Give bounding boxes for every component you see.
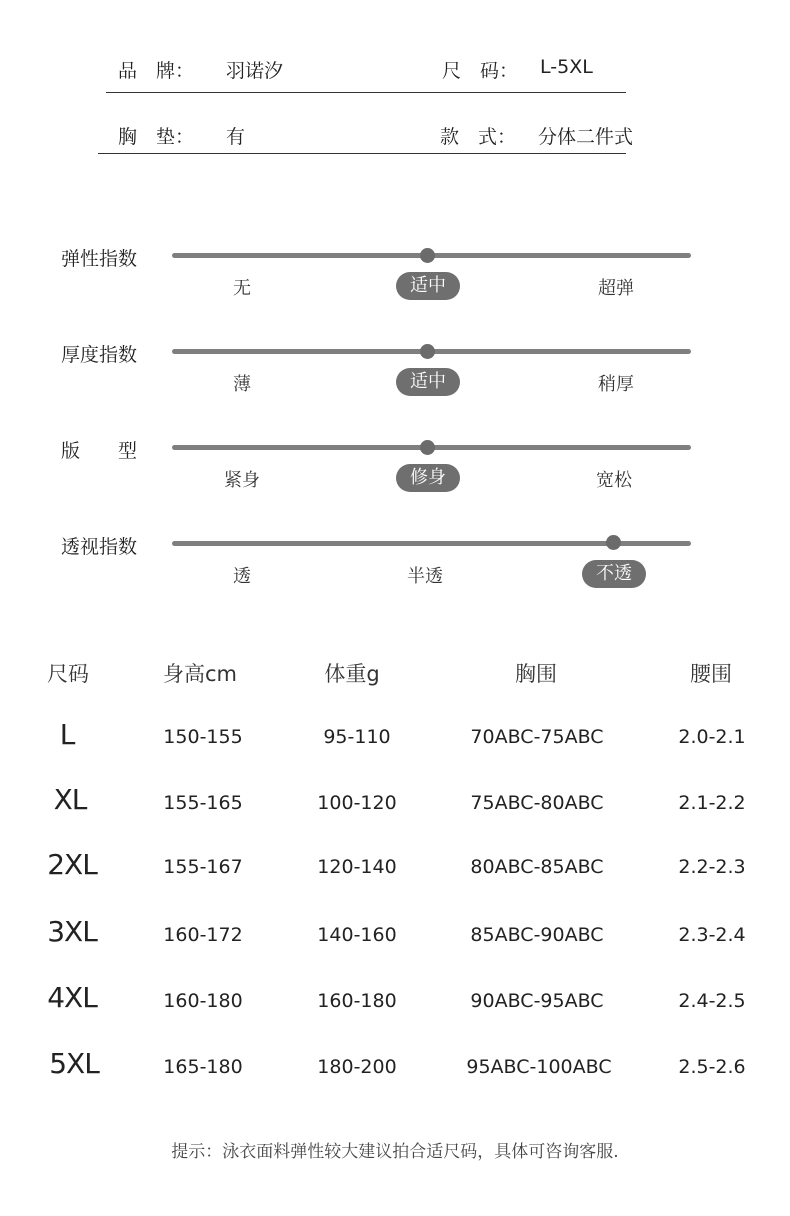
table-header: 腰围 <box>690 662 732 686</box>
bust-cell: 90ABC-95ABC <box>470 990 604 1012</box>
divider-line <box>106 92 626 93</box>
height-cell: 165-180 <box>163 1056 243 1078</box>
scale-label: 版 型 <box>61 440 138 462</box>
size-cell: 2XL <box>47 848 97 881</box>
scale-label: 厚度指数 <box>61 344 138 366</box>
chest-pad-value: 有 <box>226 126 246 148</box>
table-header: 身高cm <box>162 662 238 686</box>
waist-cell: 2.1-2.2 <box>678 792 746 814</box>
waist-cell: 2.4-2.5 <box>678 990 746 1012</box>
size-cell: L <box>59 718 75 751</box>
weight-cell: 180-200 <box>317 1056 397 1078</box>
height-cell: 155-167 <box>163 856 243 878</box>
scale-option: 无 <box>233 278 251 299</box>
chest-pad-label: 胸 垫： <box>118 126 195 148</box>
bust-cell: 75ABC-80ABC <box>470 792 604 814</box>
scale-option: 透 <box>233 566 251 587</box>
scale-option-selected: 适中 <box>396 272 460 300</box>
style-value: 分体二件式 <box>538 126 634 148</box>
divider-line <box>98 153 626 154</box>
weight-cell: 100-120 <box>317 792 397 814</box>
scale-option: 稍厚 <box>598 374 634 395</box>
scale-option: 宽松 <box>596 470 632 491</box>
weight-cell: 140-160 <box>317 924 397 946</box>
bust-cell: 95ABC-100ABC <box>466 1056 612 1078</box>
scale-label: 透视指数 <box>61 536 138 558</box>
table-header: 胸围 <box>515 662 557 686</box>
scale-option: 半透 <box>407 566 443 587</box>
height-cell: 150-155 <box>163 726 243 748</box>
scale-option: 薄 <box>233 374 251 395</box>
scale-knob <box>420 440 435 455</box>
size-cell: 5XL <box>49 1047 99 1080</box>
size-cell: 3XL <box>47 915 97 948</box>
waist-cell: 2.2-2.3 <box>678 856 746 878</box>
scale-option-selected: 不透 <box>582 560 646 588</box>
bust-cell: 85ABC-90ABC <box>470 924 604 946</box>
size-cell: 4XL <box>47 981 97 1014</box>
scale-option-selected: 适中 <box>396 368 460 396</box>
size-range-value: L-5XL <box>540 56 593 78</box>
weight-cell: 120-140 <box>317 856 397 878</box>
height-cell: 160-172 <box>163 924 243 946</box>
scale-option-selected: 修身 <box>396 464 460 492</box>
scale-label: 弹性指数 <box>61 248 138 270</box>
brand-label: 品 牌： <box>118 60 195 82</box>
size-tip-note: 提示：泳衣面料弹性较大建议拍合适尺码，具体可咨询客服. <box>171 1142 619 1162</box>
table-header: 体重g <box>324 662 380 686</box>
bust-cell: 80ABC-85ABC <box>470 856 604 878</box>
scale-option: 超弹 <box>598 278 634 299</box>
scale-knob <box>420 344 435 359</box>
waist-cell: 2.3-2.4 <box>678 924 746 946</box>
weight-cell: 160-180 <box>317 990 397 1012</box>
brand-value: 羽诺汐 <box>226 60 284 82</box>
height-cell: 155-165 <box>163 792 243 814</box>
height-cell: 160-180 <box>163 990 243 1012</box>
scale-knob <box>420 248 435 263</box>
bust-cell: 70ABC-75ABC <box>470 726 604 748</box>
table-header: 尺码 <box>47 662 89 686</box>
waist-cell: 2.5-2.6 <box>678 1056 746 1078</box>
size-range-label: 尺 码： <box>442 60 519 82</box>
weight-cell: 95-110 <box>323 726 391 748</box>
waist-cell: 2.0-2.1 <box>678 726 746 748</box>
scale-option: 紧身 <box>224 470 260 491</box>
scale-knob <box>606 535 621 550</box>
size-cell: XL <box>53 783 87 816</box>
style-label: 款 式： <box>440 126 517 148</box>
